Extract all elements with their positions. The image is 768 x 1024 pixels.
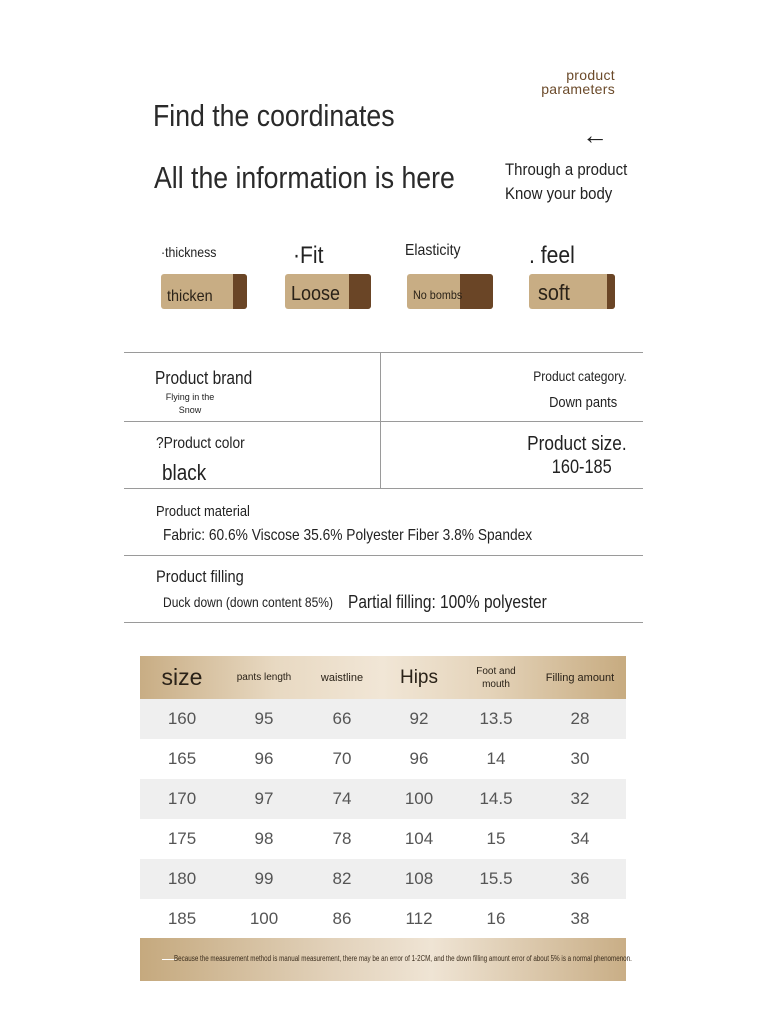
category-value: Down pants xyxy=(548,394,617,411)
measurement-note-bar xyxy=(140,938,632,981)
attr-elasticity-label: Elasticity xyxy=(405,242,461,259)
filling-value: Duck down (down content 85%) xyxy=(163,594,333,610)
header-filling-amount: Filling amount xyxy=(545,671,615,684)
cell-filling-amount: 30 xyxy=(570,749,590,768)
divider xyxy=(124,555,643,556)
brand-label: Product brand xyxy=(155,368,253,388)
header-foot-and-mouth: Foot and mouth xyxy=(476,665,516,690)
cell-size: 185 xyxy=(167,909,197,928)
cell-size: 175 xyxy=(167,829,197,848)
cell-filling-amount: 28 xyxy=(570,709,590,728)
table-row xyxy=(140,739,626,779)
cell-filling-amount: 36 xyxy=(570,869,590,888)
divider xyxy=(124,488,643,489)
table-row xyxy=(140,819,626,859)
attr-feel-chip xyxy=(529,274,615,309)
cell-foot-and-mouth: 13.5 xyxy=(479,709,513,728)
header-pants-length: pants length xyxy=(236,672,292,683)
cell-filling-amount: 34 xyxy=(570,829,590,848)
cell-foot-and-mouth: 14 xyxy=(486,749,506,768)
table-row xyxy=(140,859,626,899)
divider xyxy=(124,622,643,623)
column-divider xyxy=(380,352,381,489)
cell-hips: 92 xyxy=(409,709,429,728)
cell-waistline: 66 xyxy=(332,709,352,728)
category-label: Product category. xyxy=(533,368,627,384)
cell-size: 160 xyxy=(167,709,197,728)
size-table xyxy=(140,656,626,939)
divider xyxy=(124,421,643,422)
size-label: Product size. xyxy=(527,433,627,455)
header-hips: Hips xyxy=(399,666,438,688)
divider xyxy=(124,352,643,353)
cell-pants-length: 98 xyxy=(254,829,274,848)
cell-pants-length: 96 xyxy=(254,749,274,768)
cell-hips: 112 xyxy=(405,909,433,928)
attr-feel-value: soft xyxy=(538,280,570,305)
measurement-note: Because the measurement method is manual measurement, there may be an error of 1-2CM, and the down filling amount error of about 5% is a normal phenomenon. xyxy=(174,954,632,963)
brand-value-line-2: Snow xyxy=(178,405,202,415)
cell-pants-length: 100 xyxy=(249,909,279,928)
brand-value xyxy=(140,391,240,417)
cell-hips: 96 xyxy=(409,749,429,768)
material-value: Fabric: 60.6% Viscose 35.6% Polyester Fiber 3.8% Spandex xyxy=(163,527,533,544)
filling-label: Product filling xyxy=(156,567,244,586)
page-subtitle: All the information is here xyxy=(154,160,455,195)
cell-foot-and-mouth: 15 xyxy=(486,829,506,848)
header-waistline: waistline xyxy=(320,671,364,684)
color-value: black xyxy=(162,460,207,485)
cell-size: 170 xyxy=(167,789,197,808)
table-row xyxy=(140,699,626,739)
cell-pants-length: 97 xyxy=(254,789,274,808)
tagline-line-1: Through a product xyxy=(505,160,628,179)
table-row xyxy=(140,779,626,819)
brand-value-line-1: Flying in the xyxy=(165,392,215,402)
attr-thickness-label: ·thickness xyxy=(161,244,217,260)
attr-feel-label: . feel xyxy=(529,242,575,269)
cell-waistline: 78 xyxy=(332,829,352,848)
cell-size: 180 xyxy=(167,869,197,888)
cell-waistline: 74 xyxy=(332,789,352,808)
header-size: size xyxy=(161,664,203,690)
partial-filling: Partial filling: 100% polyester xyxy=(348,592,547,612)
attr-fit-chip xyxy=(285,274,371,309)
cell-waistline: 70 xyxy=(332,749,352,768)
cell-hips: 100 xyxy=(404,789,434,808)
cell-hips: 108 xyxy=(404,869,434,888)
cell-pants-length: 95 xyxy=(254,709,274,728)
arrow-left-icon: ← xyxy=(582,120,608,150)
params-line-2: parameters xyxy=(541,81,615,97)
table-row xyxy=(140,899,626,939)
tagline xyxy=(505,158,627,206)
product-parameters-label xyxy=(505,68,615,96)
attr-fit-label: ·Fit xyxy=(293,242,324,269)
cell-pants-length: 99 xyxy=(254,869,274,888)
cell-size: 165 xyxy=(167,749,197,768)
page-title: Find the coordinates xyxy=(153,98,395,133)
attr-elasticity-value: No bombs xyxy=(413,288,463,302)
attr-thickness-chip xyxy=(161,274,247,309)
color-label: ?Product color xyxy=(156,435,245,452)
cell-foot-and-mouth: 14.5 xyxy=(479,789,513,808)
cell-foot-and-mouth: 16 xyxy=(486,909,506,928)
attr-elasticity-chip xyxy=(407,274,493,309)
attr-thickness-value: thicken xyxy=(167,288,213,305)
tagline-line-2: Know your body xyxy=(505,184,613,203)
attr-fit-value: Loose xyxy=(291,283,341,305)
cell-filling-amount: 38 xyxy=(570,909,590,928)
cell-waistline: 82 xyxy=(332,869,352,888)
cell-filling-amount: 32 xyxy=(570,789,590,808)
cell-foot-and-mouth: 15.5 xyxy=(479,869,513,888)
table-header-row xyxy=(140,656,626,699)
cell-waistline: 86 xyxy=(332,909,352,928)
size-value: 160-185 xyxy=(552,457,612,478)
material-label: Product material xyxy=(156,503,250,520)
params-line-1: product xyxy=(566,67,615,83)
cell-hips: 104 xyxy=(404,829,434,848)
